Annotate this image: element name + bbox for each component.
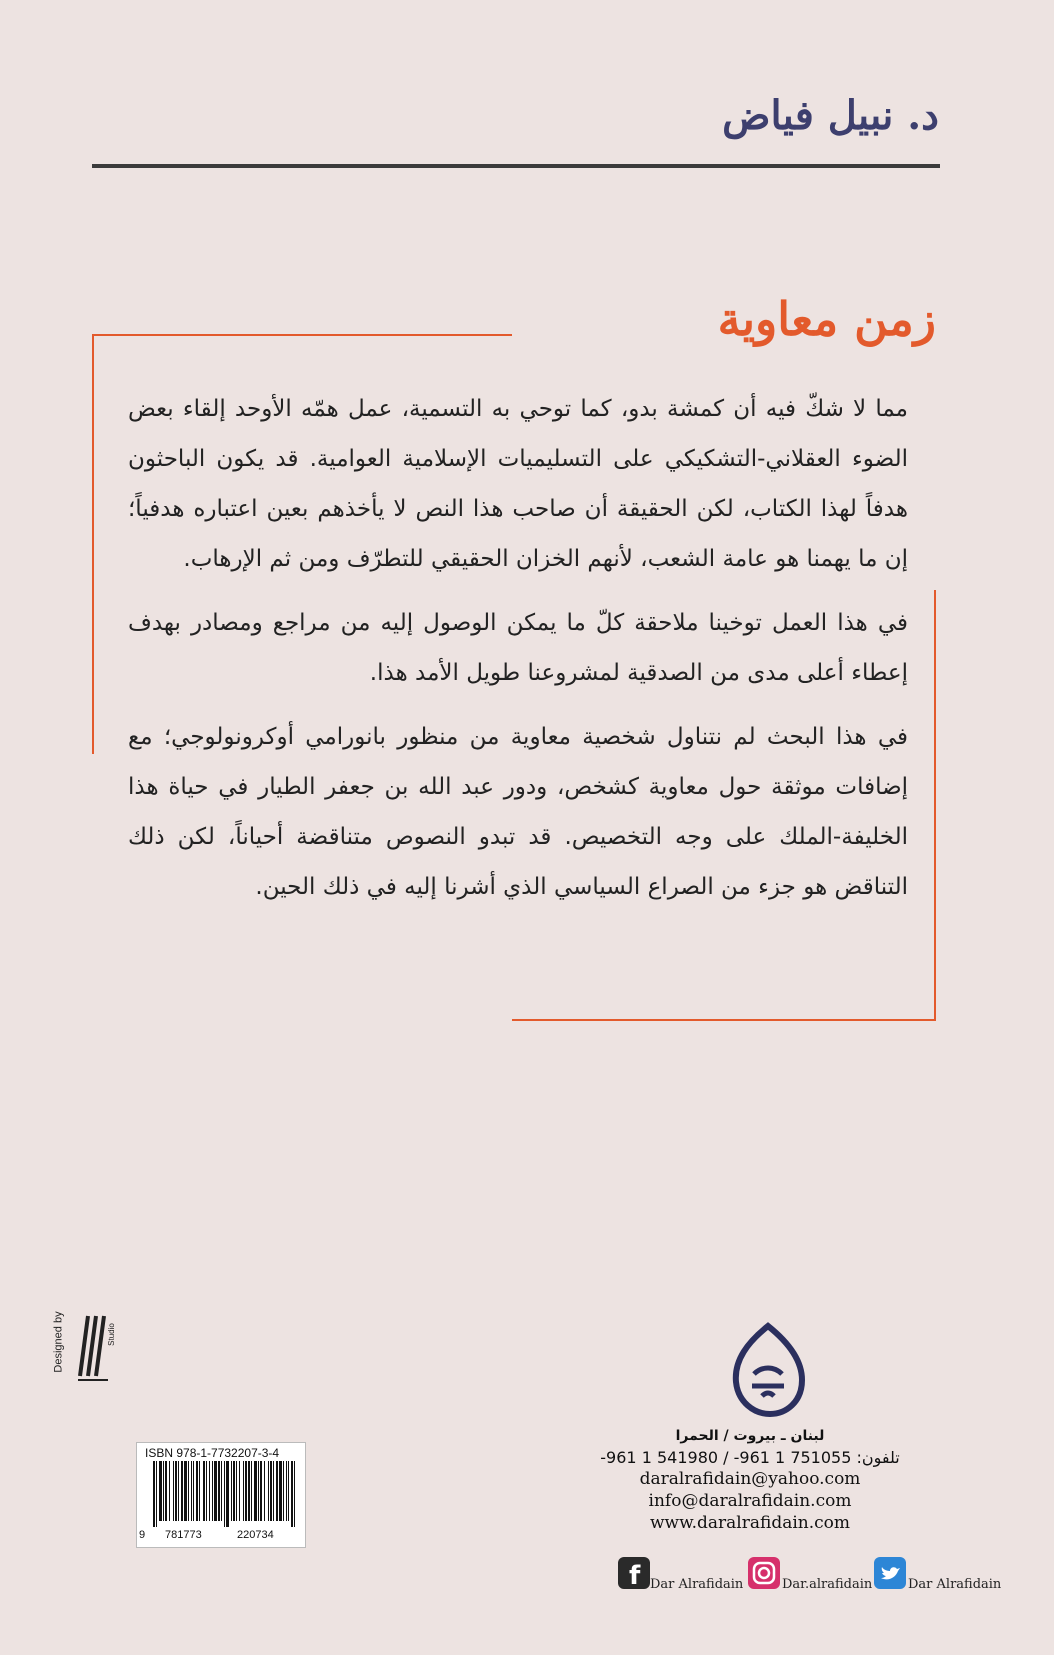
blurb (128, 384, 908, 926)
barcode-bar (165, 1461, 167, 1521)
publisher-phone: تلفون: 751055 1 961- / 541980 1 961- (600, 1448, 900, 1467)
barcode-bar (153, 1461, 155, 1527)
barcode-bar (286, 1461, 287, 1521)
instagram-icon (748, 1557, 780, 1589)
publisher-logo-icon (718, 1320, 818, 1420)
barcode-bar (294, 1461, 295, 1527)
barcode-bar (291, 1461, 293, 1527)
blurb-paragraph-2: في هذا العمل توخينا ملاحقة كلّ ما يمكن الوصول إليه من مراجع ومصادر بهدف إعطاء أعلى مدى من الصدقية لمشروعنا طويل الأمد هذا. (128, 610, 908, 686)
barcode-bar (199, 1461, 200, 1521)
barcode-bar (218, 1461, 220, 1521)
publisher-info (600, 1428, 900, 1535)
designed-by-label: Designed by (52, 1311, 65, 1373)
barcode-bar (163, 1461, 164, 1521)
facebook-label: Dar Alrafidain (650, 1577, 744, 1592)
barcode-bar (196, 1461, 198, 1521)
barcode-bar (258, 1461, 259, 1521)
blurb-paragraph-1: مما لا شكّ فيه أن كمشة بدو، كما توحي به التسمية، عمل همّه الأوحد إلقاء بعض الضوء العقلاني-التشكيكي على التسليميات الإسلامية العوامية. قد يكون الباحثون هدفاً لهذا الكتاب، لكن الحقيقة أن صاحب هذا النص لا يأخذهم بعين اعتباره هدفياً؛ إن ما يهمنا هو عامة الشعب، لأنهم الخزان الحقيقي للتطرّف ومن ثم الإرهاب. (128, 396, 908, 572)
designer-credit (48, 1300, 128, 1400)
barcode-bar (268, 1461, 269, 1521)
barcode-bar (224, 1461, 225, 1527)
barcode-bar (239, 1461, 240, 1521)
publisher-email-1[interactable]: daralrafidain@yahoo.com (639, 1469, 861, 1489)
header-divider (92, 164, 940, 168)
barcode-bar (175, 1461, 177, 1521)
barcode-bar (283, 1461, 284, 1521)
barcode-bar (181, 1461, 183, 1521)
barcode-bar (245, 1461, 247, 1521)
twitter-label: Dar Alrafidain (908, 1577, 1002, 1592)
barcode-bar (279, 1461, 282, 1521)
frame-right-line (934, 590, 936, 1020)
barcode-bar (209, 1461, 210, 1521)
barcode-digit-left: 9 (139, 1529, 146, 1541)
barcode-bar (236, 1461, 237, 1521)
publisher-email-2[interactable]: info@daralrafidain.com (648, 1491, 852, 1511)
isbn-text: ISBN 978-1-7732207-3-4 (145, 1446, 280, 1460)
barcode-bar (273, 1461, 274, 1521)
publisher-location: لبنان ـ بيروت / الحمرا (675, 1428, 825, 1444)
instagram-label: Dar.alrafidain (782, 1577, 873, 1592)
barcode-bar (288, 1461, 289, 1521)
barcode-bar (173, 1461, 174, 1521)
barcode-bar (260, 1461, 262, 1521)
barcode-bar (251, 1461, 252, 1521)
barcode-bar (254, 1461, 257, 1521)
frame-top-line (92, 334, 512, 336)
twitter-icon (874, 1557, 906, 1589)
barcode-bar (248, 1461, 250, 1521)
author-name: د. نبيل فياض (722, 92, 939, 139)
barcode-bar (233, 1461, 235, 1521)
barcode-bar (270, 1461, 272, 1521)
barcode-bar (203, 1461, 205, 1521)
frame-bottom-line (512, 1019, 936, 1021)
barcode-bar (156, 1461, 157, 1527)
facebook-icon (618, 1557, 650, 1589)
barcode-bar (243, 1461, 244, 1521)
social-links (618, 1557, 1002, 1597)
barcode-bar (188, 1461, 189, 1521)
barcode-bar (178, 1461, 179, 1521)
barcode-bar (184, 1461, 187, 1521)
barcode-bar (264, 1461, 265, 1521)
svg-text:f: f (629, 1561, 641, 1589)
barcode-bar (276, 1461, 278, 1521)
blurb-paragraph-3: في هذا البحث لم نتناول شخصية معاوية من منظور بانورامي أوكرونولوجي؛ مع إضافات موثقة حول معاوية كشخص، ودور عبد الله بن جعفر الطيار في حياة هذا الخليفة-الملك على وجه التخصيص. قد تبدو النصوص متناقضة أحياناً، لكن ذلك التناقض هو جزء من الصراع السياسي الذي أشرنا إليه في ذلك الحين. (128, 724, 908, 900)
barcode-bar (226, 1461, 229, 1527)
frame-left-line (92, 334, 94, 754)
barcode-bar (191, 1461, 192, 1521)
barcode-bars-icon (143, 1461, 299, 1527)
book-title: زمن معاوية (717, 292, 936, 346)
publisher-website[interactable]: www.daralrafidain.com (649, 1513, 851, 1533)
studio-label: Studio (106, 1323, 116, 1346)
isbn-barcode (136, 1442, 306, 1548)
barcode-bar (169, 1461, 170, 1521)
barcode-bar (231, 1461, 232, 1521)
barcode-bar (221, 1461, 222, 1521)
barcode-bar (159, 1461, 162, 1521)
barcode-group-2: 220734 (237, 1529, 274, 1541)
barcode-bar (206, 1461, 207, 1521)
designer-logo-icon (74, 1306, 114, 1386)
barcode-bar (193, 1461, 194, 1521)
barcode-bar (214, 1461, 217, 1521)
barcode-bar (212, 1461, 213, 1521)
barcode-group-1: 781773 (165, 1529, 202, 1541)
